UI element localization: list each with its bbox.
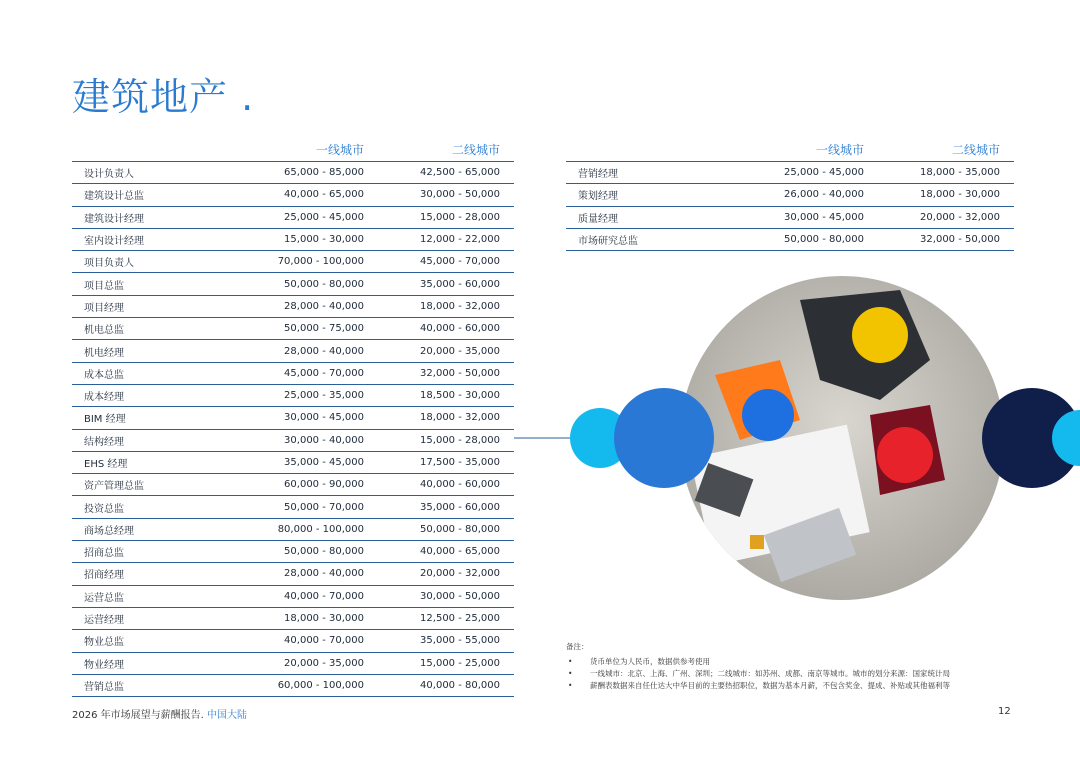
red-helmet [877,427,933,483]
tier1-salary-cell: 40,000 - 70,000 [284,635,364,647]
notes-list [566,656,950,692]
role-cell: 商场总经理 [84,525,134,537]
tier2-salary-cell: 50,000 - 80,000 [420,523,500,535]
role-cell: 运营经理 [84,615,124,627]
tier2-salary-cell: 15,000 - 25,000 [420,657,500,669]
footer-title: 2026 年市场展望与薪酬报告. [72,710,207,721]
role-cell: 建筑设计总监 [84,191,144,203]
tier1-salary-cell: 50,000 - 80,000 [784,234,864,246]
tier1-salary-cell: 80,000 - 100,000 [277,523,364,535]
tier2-salary-cell: 17,500 - 35,000 [420,457,500,468]
tier1-salary-cell: 40,000 - 70,000 [284,590,364,602]
tier2-salary-cell: 32,000 - 50,000 [420,367,500,379]
tier2-salary-cell: 30,000 - 50,000 [420,590,500,602]
tier1-salary-cell: 40,000 - 65,000 [284,189,364,201]
tier2-salary-cell: 18,000 - 35,000 [920,167,1000,179]
tier2-salary-cell: 35,000 - 60,000 [420,501,500,513]
tier1-salary-cell: 45,000 - 70,000 [284,367,364,379]
role-cell: 项目负责人 [84,258,134,270]
tier1-salary-cell: 28,000 - 40,000 [284,568,364,580]
tier2-salary-cell: 20,000 - 32,000 [920,211,1000,223]
tier1-salary-cell: 50,000 - 70,000 [284,501,364,513]
tier2-salary-cell: 35,000 - 55,000 [420,635,500,647]
tier1-salary-cell: 15,000 - 30,000 [284,234,364,246]
role-cell: 质量经理 [578,213,618,225]
role-cell: EHS 经理 [84,459,128,470]
notes-title: 备注： [566,642,589,651]
tier1-salary-cell: 25,000 - 35,000 [284,390,364,402]
tier2-salary-cell: 40,000 - 80,000 [420,679,500,691]
tier2-salary-cell: 15,000 - 28,000 [420,211,500,223]
header-tier1: 一线城市 [815,143,864,157]
tier1-salary-cell: 50,000 - 80,000 [284,546,364,558]
tier1-salary-cell: 70,000 - 100,000 [277,256,364,268]
tier2-salary-cell: 15,000 - 28,000 [420,434,500,446]
role-cell: 招商总监 [84,548,124,560]
role-cell: 室内设计经理 [84,236,144,248]
tier1-salary-cell: 26,000 - 40,000 [784,189,864,201]
tier1-salary-cell: 28,000 - 40,000 [284,300,364,312]
tier1-salary-cell: 60,000 - 100,000 [277,679,364,691]
tier2-salary-cell: 40,000 - 60,000 [420,323,500,335]
tier2-salary-cell: 30,000 - 50,000 [420,189,500,201]
tier2-salary-cell: 18,000 - 32,000 [420,412,500,424]
tier1-salary-cell: 65,000 - 85,000 [284,167,364,179]
tier2-salary-cell: 42,500 - 65,000 [420,167,500,179]
tier1-salary-cell: 60,000 - 90,000 [284,479,364,491]
tier2-salary-cell: 20,000 - 32,000 [420,568,500,580]
tier2-salary-cell: 20,000 - 35,000 [420,345,500,357]
tier1-salary-cell: 20,000 - 35,000 [284,657,364,669]
tier2-salary-cell: 45,000 - 70,000 [420,256,500,268]
role-cell: 设计负责人 [84,169,134,181]
role-cell: 建筑设计经理 [84,213,144,225]
note-item: • 薪酬表数据来自任仕达大中华目前的主要热招职位，数据为基本月薪，不包含奖金、提成、补贴或其他福利等 [566,680,950,692]
tier2-salary-cell: 32,000 - 50,000 [920,234,1000,246]
tier1-salary-cell: 50,000 - 75,000 [284,323,364,335]
header-tier2: 二线城市 [951,143,1000,157]
tier2-salary-cell: 12,500 - 25,000 [420,613,500,625]
role-cell: 机电总监 [84,325,124,337]
yellow-helmet [852,307,908,363]
tier1-salary-cell: 30,000 - 45,000 [784,211,864,223]
tier2-salary-cell: 12,000 - 22,000 [420,234,500,246]
page-number: 12 [998,706,1011,717]
construction-photo [680,276,1004,600]
role-cell: 招商经理 [84,570,124,582]
role-cell: 营销经理 [578,169,618,181]
header-tier2: 二线城市 [451,143,500,157]
note-item: • 货币单位为人民币，数据供参考使用 [566,656,950,668]
footer [72,706,247,721]
tier2-salary-cell: 18,500 - 30,000 [420,390,500,402]
footer-region: 中国大陆 [207,710,247,721]
tier1-salary-cell: 28,000 - 40,000 [284,345,364,357]
role-cell: 物业经理 [84,659,124,671]
role-cell: 项目经理 [84,302,124,314]
tier2-salary-cell: 40,000 - 65,000 [420,546,500,558]
note-item: • 一线城市：北京、上海、广州、深圳；二线城市：如苏州、成都、南京等城市。城市的划分来源：国家统计局 [566,668,950,680]
tier1-salary-cell: 18,000 - 30,000 [284,613,364,625]
role-cell: 投资总监 [84,503,124,515]
blue-helmet [742,389,794,441]
header-tier1: 一线城市 [315,143,364,157]
role-cell: 策划经理 [578,191,618,203]
role-cell: BIM 经理 [84,414,126,426]
circle-blue [614,388,714,488]
tier2-salary-cell: 18,000 - 32,000 [420,300,500,312]
role-cell: 市场研究总监 [578,236,638,248]
tier1-salary-cell: 30,000 - 40,000 [284,434,364,446]
role-cell: 项目总监 [84,280,124,292]
role-cell: 结构经理 [84,436,124,448]
page-title: 建筑地产 . [72,75,255,119]
role-cell: 运营总监 [84,592,124,604]
tier2-salary-cell: 35,000 - 60,000 [420,278,500,290]
role-cell: 营销总监 [84,681,124,693]
tier2-salary-cell: 40,000 - 60,000 [420,479,500,491]
tier1-salary-cell: 25,000 - 45,000 [784,167,864,179]
role-cell: 物业总监 [84,637,124,649]
role-cell: 资产管理总监 [84,481,144,493]
tier1-salary-cell: 25,000 - 45,000 [284,211,364,223]
role-cell: 成本总监 [84,369,124,381]
role-cell: 成本经理 [84,392,124,404]
role-cell: 机电经理 [84,347,124,359]
notes [566,641,950,692]
tier1-salary-cell: 30,000 - 45,000 [284,412,364,424]
tier2-salary-cell: 18,000 - 30,000 [920,189,1000,201]
tier1-salary-cell: 50,000 - 80,000 [284,278,364,290]
tier1-salary-cell: 35,000 - 45,000 [284,457,364,468]
